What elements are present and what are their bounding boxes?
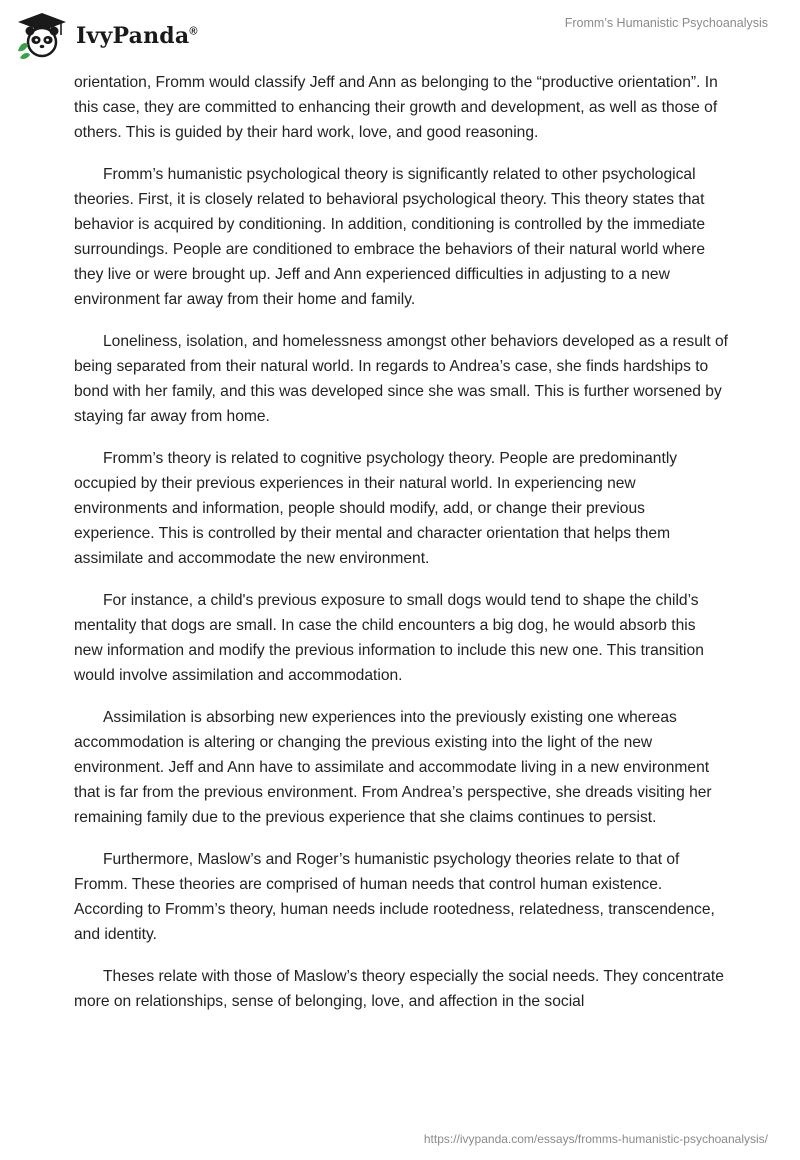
paragraph: Theses relate with those of Maslow’s theory especially the social needs. They concentrate more on relationships, sense of belonging, love, and affection in the social (74, 968, 724, 1010)
document-title: Fromm’s Humanistic Psychoanalysis (564, 16, 768, 30)
ivypanda-logo[interactable] (14, 8, 198, 64)
paragraph: orientation, Fromm would classify Jeff and Ann as belonging to the “productive orientation”. In this case, they are committed to enhancing their growth and development, as well as those of others. This is guided by their hard work, love, and good reasoning. (74, 74, 718, 141)
paragraph: For instance, a child's previous exposure to small dogs would tend to shape the child’s mentality that dogs are small. In case the child encounters a big dog, he would absorb this new information and modify the previous information to include this new one. This transition would involve assimilation and accommodation. (74, 592, 704, 684)
page-header (0, 0, 800, 70)
paragraph: Fromm’s humanistic psychological theory is significantly related to other psychological theories. First, it is closely related to behavioral psychological theory. This theory states that behavior is acquired by conditioning. In addition, conditioning is controlled by the immediate surroundings. People are conditioned to embrace the behaviors of their natural world where they live or were brought up. Jeff and Ann experienced difficulties in adjusting to a new environment far away from their home and family. (74, 166, 706, 308)
paragraph: Assimilation is absorbing new experiences into the previously existing one whereas accommodation is altering or changing the previous existing into the light of the new environment. Jeff and Ann have to assimilate and accommodate living in a new environment that is far from the previous environment. From Andrea’s perspective, she dreads visiting her remaining family due to the previous experience that she claims continues to persist. (74, 709, 712, 826)
paragraph: Furthermore, Maslow’s and Roger’s humanistic psychology theories relate to that of Fromm. These theories are comprised of human needs that control human existence. According to Fromm’s theory, human needs include rootedness, relatedness, transcendence, and identity. (74, 851, 715, 943)
paragraph: Fromm’s theory is related to cognitive psychology theory. People are predominantly occupied by their previous experiences in their natural world. In experiencing new environments and information, people should modify, add, or change their previous experience. This is controlled by their mental and character orientation that helps them assimilate and accommodate the new environment. (74, 450, 678, 567)
essay-body (74, 70, 728, 1031)
source-url[interactable]: https://ivypanda.com/essays/fromms-humanistic-psychoanalysis/ (423, 1132, 768, 1146)
panda-graduate-icon (14, 11, 70, 61)
brand-name: IvyPanda® (76, 23, 198, 49)
paragraph: Loneliness, isolation, and homelessness amongst other behaviors developed as a result of being separated from their natural world. In regards to Andrea’s case, she finds hardships to bond with her family, and this was developed since she was small. This is further worsened by staying far away from home. (74, 333, 728, 425)
